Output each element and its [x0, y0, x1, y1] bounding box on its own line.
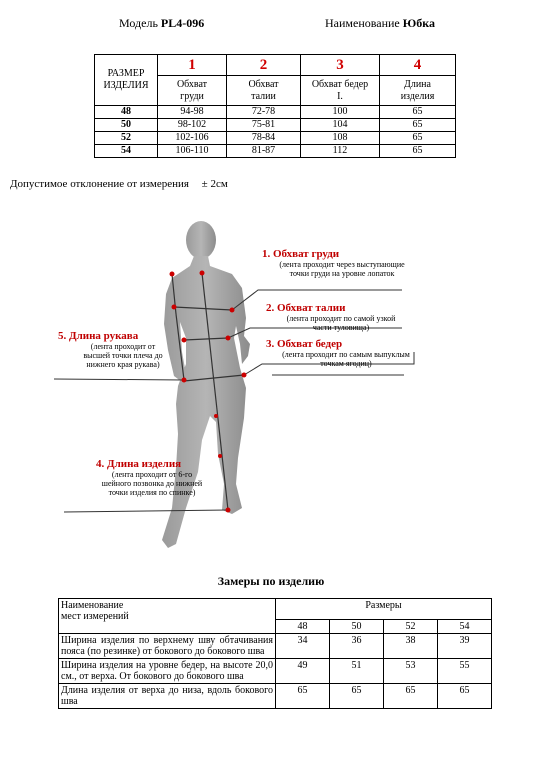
size-col: 52	[384, 620, 438, 634]
name-label: Наименование	[325, 16, 400, 30]
measure-value: 65	[330, 684, 384, 709]
value-cell: 78-84	[227, 132, 301, 145]
tolerance-text: Допустимое отклонение от измерения	[10, 178, 189, 190]
row-header-line: ИЗДЕЛИЯ	[103, 80, 149, 91]
label-hips: 3. Обхват бедер (лента проходит по самым выпуклым точкам ягодиц)	[266, 338, 410, 368]
label-waist: 2. Обхват талии (лента проходит по самой узкой части туловища)	[266, 302, 396, 332]
value-cell: 94-98	[158, 106, 227, 119]
measure-value: 38	[384, 634, 438, 659]
measure-value: 65	[384, 684, 438, 709]
table-row	[59, 684, 492, 709]
table-row	[95, 106, 456, 119]
value-cell: 98-102	[158, 119, 227, 132]
size-col: 54	[438, 620, 492, 634]
value-cell: 75-81	[227, 119, 301, 132]
measure-value: 55	[438, 659, 492, 684]
size-cell: 50	[95, 119, 158, 132]
measure-name: Длина изделия от верха до низа, вдоль бокового шва	[59, 684, 276, 709]
value-cell: 102-106	[158, 132, 227, 145]
table-row	[59, 634, 492, 659]
tolerance-note	[10, 178, 228, 190]
value-cell: 81-87	[227, 145, 301, 158]
col-header: Обхват талии	[227, 76, 301, 106]
measure-value: 39	[438, 634, 492, 659]
measure-value: 53	[384, 659, 438, 684]
label-length: 4. Длина изделия (лента проходит от 6-го шейного позвонка до нижней точки изделия по спинке)	[96, 458, 203, 497]
size-cell: 48	[95, 106, 158, 119]
measurement-figure	[0, 218, 542, 550]
value-cell: 65	[380, 132, 456, 145]
size-cell: 52	[95, 132, 158, 145]
measure-value: 65	[276, 684, 330, 709]
measure-value: 36	[330, 634, 384, 659]
col-header: Длина изделия	[380, 76, 456, 106]
name-line	[325, 16, 435, 31]
size-row-header	[95, 55, 158, 106]
value-cell: 108	[301, 132, 380, 145]
model-line	[119, 16, 204, 31]
name-header: Наименование мест измерений	[59, 599, 276, 634]
model-label: Модель	[119, 16, 158, 30]
sizes-header: Размеры	[276, 599, 492, 620]
value-cell: 65	[380, 119, 456, 132]
measure-name: Ширина изделия по верхнему шву обтачивания пояса (по резинке) от бокового до бокового шва	[59, 634, 276, 659]
value-cell: 65	[380, 145, 456, 158]
label-chest: 1. Обхват груди (лента проходит через выступающие точки груди на уровне лопаток	[262, 248, 405, 278]
value-cell: 112	[301, 145, 380, 158]
table-row	[95, 119, 456, 132]
col-number: 3	[301, 55, 380, 76]
measure-value: 65	[438, 684, 492, 709]
tolerance-value: ± 2см	[201, 178, 228, 190]
col-header: Обхват груди	[158, 76, 227, 106]
table-row	[95, 132, 456, 145]
model-code: PL4-096	[160, 16, 205, 30]
measure-value: 34	[276, 634, 330, 659]
table-row	[95, 145, 456, 158]
col-number: 2	[227, 55, 301, 76]
col-number: 1	[158, 55, 227, 76]
measures-title: Замеры по изделию	[217, 574, 325, 588]
value-cell: 106-110	[158, 145, 227, 158]
size-col: 48	[276, 620, 330, 634]
row-header-line: РАЗМЕР	[107, 68, 145, 79]
measure-table	[58, 598, 492, 709]
measure-value: 51	[330, 659, 384, 684]
measure-name: Ширина изделия на уровне бедер, на высоте 20,0 см., от верха. От бокового до бокового шва	[59, 659, 276, 684]
name-value: Юбка	[402, 16, 436, 30]
col-number: 4	[380, 55, 456, 76]
label-sleeve: 5. Длина рукава (лента проходит от высшей точки плеча до нижнего края рукава)	[58, 330, 163, 369]
size-table	[94, 54, 456, 158]
value-cell: 72-78	[227, 106, 301, 119]
table-row	[59, 659, 492, 684]
size-col: 50	[330, 620, 384, 634]
col-header: Обхват бедер I.	[301, 76, 380, 106]
value-cell: 65	[380, 106, 456, 119]
value-cell: 104	[301, 119, 380, 132]
size-cell: 54	[95, 145, 158, 158]
measure-value: 49	[276, 659, 330, 684]
value-cell: 100	[301, 106, 380, 119]
